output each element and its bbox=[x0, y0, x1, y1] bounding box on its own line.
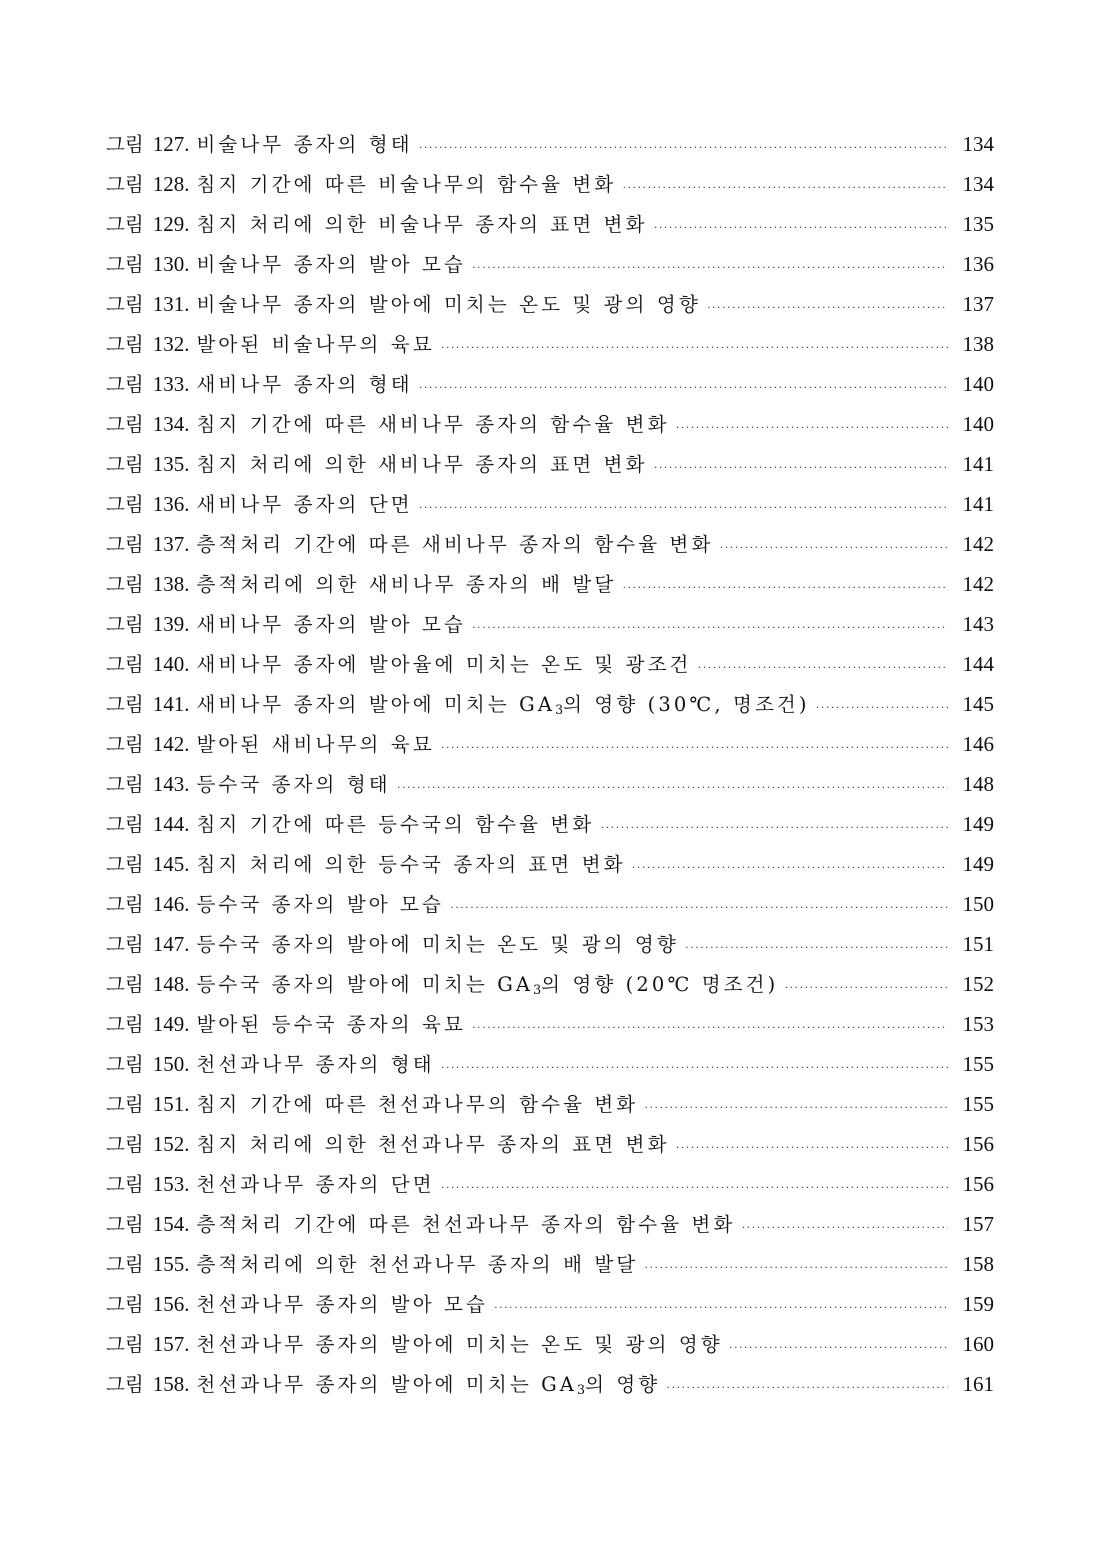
page-number: 160 bbox=[962, 1332, 994, 1356]
dot-leader bbox=[685, 927, 948, 967]
dot-leader bbox=[632, 847, 948, 887]
entry-number: 136. bbox=[152, 492, 190, 516]
entry-title: 등수국 종자의 발아에 미치는 온도 및 광의 영향 bbox=[196, 933, 679, 956]
entry-number: 140. bbox=[152, 652, 190, 676]
entry-title: 새비나무 종자의 형태 bbox=[196, 373, 413, 396]
page-number: 156 bbox=[962, 1172, 994, 1196]
subscript: 3 bbox=[555, 702, 564, 718]
entry-prefix: 그림 bbox=[106, 893, 144, 916]
dot-leader bbox=[666, 1367, 948, 1407]
entry-title-part: 등수국 종자의 발아에 미치는 GA bbox=[196, 973, 534, 996]
toc-entry[interactable] bbox=[106, 604, 994, 644]
entry-prefix: 그림 bbox=[106, 493, 144, 516]
page-number: 151 bbox=[962, 932, 994, 956]
page-number: 141 bbox=[962, 452, 994, 476]
entry-number: 152. bbox=[152, 1132, 190, 1156]
entry-number: 146. bbox=[152, 892, 190, 916]
entry-number: 145. bbox=[152, 852, 190, 876]
entry-prefix: 그림 bbox=[106, 933, 144, 956]
toc-entry[interactable] bbox=[106, 764, 994, 804]
entry-title: 발아된 비술나무의 육묘 bbox=[196, 333, 435, 356]
dot-leader bbox=[622, 567, 948, 607]
page-number: 145 bbox=[962, 692, 994, 716]
page-number: 142 bbox=[962, 572, 994, 596]
entry-number: 133. bbox=[152, 372, 190, 396]
dot-leader bbox=[441, 1047, 948, 1087]
entry-prefix: 그림 bbox=[106, 213, 144, 236]
toc-entry[interactable] bbox=[106, 404, 994, 444]
entry-title: 층적처리 기간에 따른 새비나무 종자의 함수율 변화 bbox=[196, 533, 714, 556]
entry-prefix: 그림 bbox=[106, 1093, 144, 1116]
page-number: 146 bbox=[962, 732, 994, 756]
dot-leader bbox=[419, 127, 948, 167]
dot-leader bbox=[441, 727, 948, 767]
dot-leader bbox=[784, 967, 948, 1007]
entry-prefix: 그림 bbox=[106, 173, 144, 196]
entry-number: 135. bbox=[152, 452, 190, 476]
page-number: 138 bbox=[962, 332, 994, 356]
entry-prefix: 그림 bbox=[106, 293, 144, 316]
entry-title-part: 의 영향 bbox=[585, 1373, 661, 1396]
entry-prefix: 그림 bbox=[106, 413, 144, 436]
entry-title: 새비나무 종자의 발아 모습 bbox=[196, 613, 466, 636]
toc-entry[interactable] bbox=[106, 804, 994, 844]
entry-prefix: 그림 bbox=[106, 1053, 144, 1076]
entry-title: 침지 처리에 의한 등수국 종자의 표면 변화 bbox=[196, 853, 626, 876]
toc-entry[interactable] bbox=[106, 1244, 994, 1284]
page-number: 161 bbox=[962, 1372, 994, 1396]
entry-title: 비술나무 종자의 발아 모습 bbox=[196, 253, 466, 276]
entry-number: 154. bbox=[152, 1212, 190, 1236]
entry-title: 새비나무 종자에 발아율에 미치는 온도 및 광조건 bbox=[196, 653, 692, 676]
entry-prefix: 그림 bbox=[106, 1013, 144, 1036]
entry-number: 128. bbox=[152, 172, 190, 196]
dot-leader bbox=[622, 167, 948, 207]
entry-number: 129. bbox=[152, 212, 190, 236]
entry-prefix: 그림 bbox=[106, 613, 144, 636]
entry-prefix: 그림 bbox=[106, 573, 144, 596]
entry-number: 147. bbox=[152, 932, 190, 956]
entry-prefix: 그림 bbox=[106, 133, 144, 156]
dot-leader bbox=[676, 1127, 948, 1167]
dot-leader bbox=[719, 527, 948, 567]
toc-entry[interactable] bbox=[106, 1284, 994, 1324]
entry-number: 148. bbox=[152, 972, 190, 996]
toc-entry[interactable] bbox=[106, 1124, 994, 1164]
dot-leader bbox=[698, 647, 949, 687]
entry-title: 층적처리에 의한 천선과나무 종자의 배 발달 bbox=[196, 1253, 639, 1276]
page-number: 157 bbox=[962, 1212, 994, 1236]
entry-number: 134. bbox=[152, 412, 190, 436]
entry-number: 143. bbox=[152, 772, 190, 796]
toc-entry[interactable] bbox=[106, 204, 994, 244]
entry-number: 132. bbox=[152, 332, 190, 356]
dot-leader bbox=[441, 1167, 948, 1207]
toc-entry[interactable] bbox=[106, 1044, 994, 1084]
page-number: 142 bbox=[962, 532, 994, 556]
entry-title: 침지 기간에 따른 등수국의 함수율 변화 bbox=[196, 813, 595, 836]
toc-entry[interactable] bbox=[106, 1004, 994, 1044]
entry-title: 천선과나무 종자의 발아 모습 bbox=[196, 1293, 488, 1316]
page-number: 144 bbox=[962, 652, 994, 676]
page-number: 141 bbox=[962, 492, 994, 516]
entry-prefix: 그림 bbox=[106, 1333, 144, 1356]
page-number: 159 bbox=[962, 1292, 994, 1316]
toc-entry[interactable] bbox=[106, 964, 994, 1004]
entry-number: 156. bbox=[152, 1292, 190, 1316]
entry-title: 등수국 종자의 형태 bbox=[196, 773, 391, 796]
entry-prefix: 그림 bbox=[106, 253, 144, 276]
dot-leader bbox=[441, 327, 948, 367]
entry-number: 157. bbox=[152, 1332, 190, 1356]
entry-number: 139. bbox=[152, 612, 190, 636]
entry-number: 138. bbox=[152, 572, 190, 596]
entry-title: 천선과나무 종자의 발아에 미치는 온도 및 광의 영향 bbox=[196, 1333, 723, 1356]
figure-list bbox=[106, 124, 994, 1404]
entry-prefix: 그림 bbox=[106, 973, 144, 996]
entry-number: 130. bbox=[152, 252, 190, 276]
entry-prefix: 그림 bbox=[106, 693, 144, 716]
entry-title: 침지 처리에 의한 새비나무 종자의 표면 변화 bbox=[196, 453, 648, 476]
entry-title: 침지 기간에 따른 비술나무의 함수율 변화 bbox=[196, 173, 617, 196]
dot-leader bbox=[816, 687, 948, 727]
dot-leader bbox=[494, 1287, 948, 1327]
entry-title: 등수국 종자의 발아 모습 bbox=[196, 893, 444, 916]
toc-entry[interactable] bbox=[106, 844, 994, 884]
entry-prefix: 그림 bbox=[106, 653, 144, 676]
toc-entry[interactable] bbox=[106, 244, 994, 284]
entry-title-part: 새비나무 종자의 발아에 미치는 GA bbox=[196, 693, 556, 716]
entry-title: 천선과나무 종자의 형태 bbox=[196, 1053, 435, 1076]
entry-title: 침지 처리에 의한 비술나무 종자의 표면 변화 bbox=[196, 213, 648, 236]
entry-title: 비술나무 종자의 발아에 미치는 온도 및 광의 영향 bbox=[196, 293, 701, 316]
page-number: 155 bbox=[962, 1092, 994, 1116]
page-number: 143 bbox=[962, 612, 994, 636]
entry-title: 발아된 등수국 종자의 육묘 bbox=[196, 1013, 466, 1036]
entry-number: 149. bbox=[152, 1012, 190, 1036]
toc-entry[interactable] bbox=[106, 324, 994, 364]
entry-prefix: 그림 bbox=[106, 1213, 144, 1236]
entry-prefix: 그림 bbox=[106, 773, 144, 796]
page-number: 149 bbox=[962, 812, 994, 836]
dot-leader bbox=[729, 1327, 948, 1367]
page-number: 152 bbox=[962, 972, 994, 996]
page-number: 134 bbox=[962, 132, 994, 156]
toc-entry[interactable] bbox=[106, 284, 994, 324]
page-number: 149 bbox=[962, 852, 994, 876]
page-number: 153 bbox=[962, 1012, 994, 1036]
dot-leader bbox=[472, 607, 948, 647]
page-number: 134 bbox=[962, 172, 994, 196]
page-number: 137 bbox=[962, 292, 994, 316]
toc-entry[interactable] bbox=[106, 1364, 994, 1404]
entry-title: 침지 기간에 따른 새비나무 종자의 함수율 변화 bbox=[196, 413, 670, 436]
entry-title: 침지 처리에 의한 천선과나무 종자의 표면 변화 bbox=[196, 1133, 670, 1156]
entry-prefix: 그림 bbox=[106, 813, 144, 836]
entry-prefix: 그림 bbox=[106, 333, 144, 356]
entry-number: 142. bbox=[152, 732, 190, 756]
entry-number: 141. bbox=[152, 692, 190, 716]
entry-number: 150. bbox=[152, 1052, 190, 1076]
toc-entry[interactable] bbox=[106, 1084, 994, 1124]
entry-prefix: 그림 bbox=[106, 1373, 144, 1396]
entry-number: 127. bbox=[152, 132, 190, 156]
toc-entry[interactable] bbox=[106, 884, 994, 924]
entry-prefix: 그림 bbox=[106, 853, 144, 876]
entry-title bbox=[196, 1365, 660, 1410]
entry-title: 발아된 새비나무의 육묘 bbox=[196, 733, 435, 756]
subscript: 3 bbox=[533, 982, 542, 998]
entry-number: 155. bbox=[152, 1252, 190, 1276]
entry-title-part: 의 영향 (30℃, 명조건) bbox=[563, 693, 810, 716]
entry-number: 131. bbox=[152, 292, 190, 316]
entry-prefix: 그림 bbox=[106, 733, 144, 756]
page-number: 140 bbox=[962, 412, 994, 436]
dot-leader bbox=[644, 1247, 948, 1287]
entry-title: 층적처리에 의한 새비나무 종자의 배 발달 bbox=[196, 573, 617, 596]
toc-entry[interactable] bbox=[106, 524, 994, 564]
toc-entry[interactable] bbox=[106, 1164, 994, 1204]
toc-entry[interactable] bbox=[106, 684, 994, 724]
entry-prefix: 그림 bbox=[106, 1173, 144, 1196]
toc-entry[interactable] bbox=[106, 364, 994, 404]
entry-prefix: 그림 bbox=[106, 453, 144, 476]
dot-leader bbox=[397, 767, 948, 807]
toc-entry[interactable] bbox=[106, 484, 994, 524]
entry-title: 층적처리 기간에 따른 천선과나무 종자의 함수율 변화 bbox=[196, 1213, 736, 1236]
entry-title: 천선과나무 종자의 단면 bbox=[196, 1173, 435, 1196]
dot-leader bbox=[741, 1207, 948, 1247]
dot-leader bbox=[707, 287, 948, 327]
entry-prefix: 그림 bbox=[106, 533, 144, 556]
dot-leader bbox=[472, 1007, 948, 1047]
toc-entry[interactable] bbox=[106, 444, 994, 484]
dot-leader bbox=[644, 1087, 948, 1127]
entry-title: 비술나무 종자의 형태 bbox=[196, 133, 413, 156]
dot-leader bbox=[472, 247, 948, 287]
page-number: 148 bbox=[962, 772, 994, 796]
entry-number: 153. bbox=[152, 1172, 190, 1196]
dot-leader bbox=[654, 207, 948, 247]
entry-number: 144. bbox=[152, 812, 190, 836]
dot-leader bbox=[676, 407, 948, 447]
entry-title-part: 천선과나무 종자의 발아에 미치는 GA bbox=[196, 1373, 578, 1396]
page-number: 158 bbox=[962, 1252, 994, 1276]
page-number: 140 bbox=[962, 372, 994, 396]
toc-entry[interactable] bbox=[106, 1324, 994, 1364]
entry-prefix: 그림 bbox=[106, 1253, 144, 1276]
page-number: 136 bbox=[962, 252, 994, 276]
entry-number: 151. bbox=[152, 1092, 190, 1116]
entry-title-part: 의 영향 (20℃ 명조건) bbox=[541, 973, 779, 996]
entry-title bbox=[196, 685, 809, 730]
entry-title: 침지 기간에 따른 천선과나무의 함수율 변화 bbox=[196, 1093, 639, 1116]
toc-entry[interactable] bbox=[106, 724, 994, 764]
entry-title: 새비나무 종자의 단면 bbox=[196, 493, 413, 516]
toc-entry[interactable] bbox=[106, 124, 994, 164]
page-number: 155 bbox=[962, 1052, 994, 1076]
page-number: 150 bbox=[962, 892, 994, 916]
subscript: 3 bbox=[577, 1382, 586, 1398]
entry-prefix: 그림 bbox=[106, 373, 144, 396]
toc-entry[interactable] bbox=[106, 1204, 994, 1244]
entry-prefix: 그림 bbox=[106, 1293, 144, 1316]
toc-entry[interactable] bbox=[106, 644, 994, 684]
dot-leader bbox=[600, 807, 948, 847]
page-number: 156 bbox=[962, 1132, 994, 1156]
dot-leader bbox=[654, 447, 948, 487]
entry-prefix: 그림 bbox=[106, 1133, 144, 1156]
page-number: 135 bbox=[962, 212, 994, 236]
toc-entry[interactable] bbox=[106, 924, 994, 964]
entry-number: 137. bbox=[152, 532, 190, 556]
dot-leader bbox=[450, 887, 948, 927]
entry-number: 158. bbox=[152, 1372, 190, 1396]
toc-entry[interactable] bbox=[106, 164, 994, 204]
dot-leader bbox=[419, 367, 948, 407]
toc-entry[interactable] bbox=[106, 564, 994, 604]
entry-title bbox=[196, 965, 778, 1010]
dot-leader bbox=[419, 487, 948, 527]
